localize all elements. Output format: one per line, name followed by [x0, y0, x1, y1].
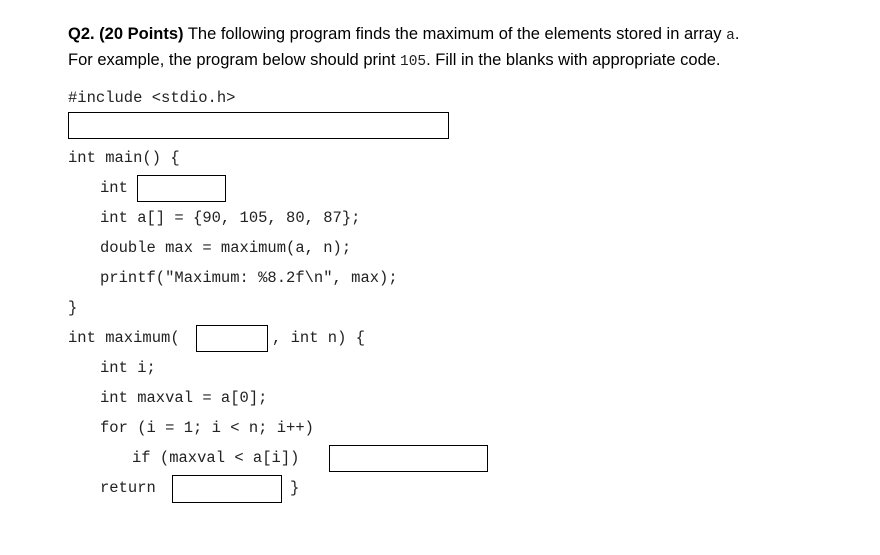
code-printf: printf("Maximum: %8.2f\n", max);: [100, 269, 398, 287]
blank-4-if-body[interactable]: [329, 445, 488, 472]
code-declare-i: int i;: [100, 359, 156, 377]
code-main-signature: int main() {: [68, 149, 180, 167]
blank-2-variable-declaration[interactable]: [137, 175, 226, 202]
code-if-condition: if (maxval < a[i]): [132, 449, 300, 467]
question-sentence-3: . Fill in the blanks with appropriate code.: [426, 51, 721, 69]
question-label: Q2. (20 Points): [68, 25, 184, 43]
code-for-loop: for (i = 1; i < n; i++): [100, 419, 314, 437]
question-period: .: [734, 25, 740, 43]
question-sentence-2: For example, the program below should print: [68, 51, 400, 69]
blank-1-prototype[interactable]: [68, 112, 449, 139]
expected-output: 105: [400, 54, 427, 70]
code-return: return: [100, 479, 156, 497]
code-function-signature-end: , int n) {: [272, 329, 366, 347]
code-int-declaration: int: [100, 179, 128, 197]
code-include: #include <stdio.h>: [68, 89, 236, 107]
code-function-close: }: [290, 479, 300, 497]
code-maxval-init: int maxval = a[0];: [100, 389, 268, 407]
code-array-declaration: int a[] = {90, 105, 80, 87};: [100, 209, 361, 227]
code-main-close: }: [68, 299, 78, 317]
question-sentence-1: The following program finds the maximum of the elements stored in array: [183, 25, 727, 43]
question-text: [68, 22, 858, 74]
code-maximum-call: double max = maximum(a, n);: [100, 239, 352, 257]
array-name: a: [726, 28, 735, 44]
blank-5-return-value[interactable]: [172, 475, 282, 503]
code-function-signature-start: int maximum(: [68, 329, 180, 347]
blank-3-parameter[interactable]: [196, 325, 268, 352]
